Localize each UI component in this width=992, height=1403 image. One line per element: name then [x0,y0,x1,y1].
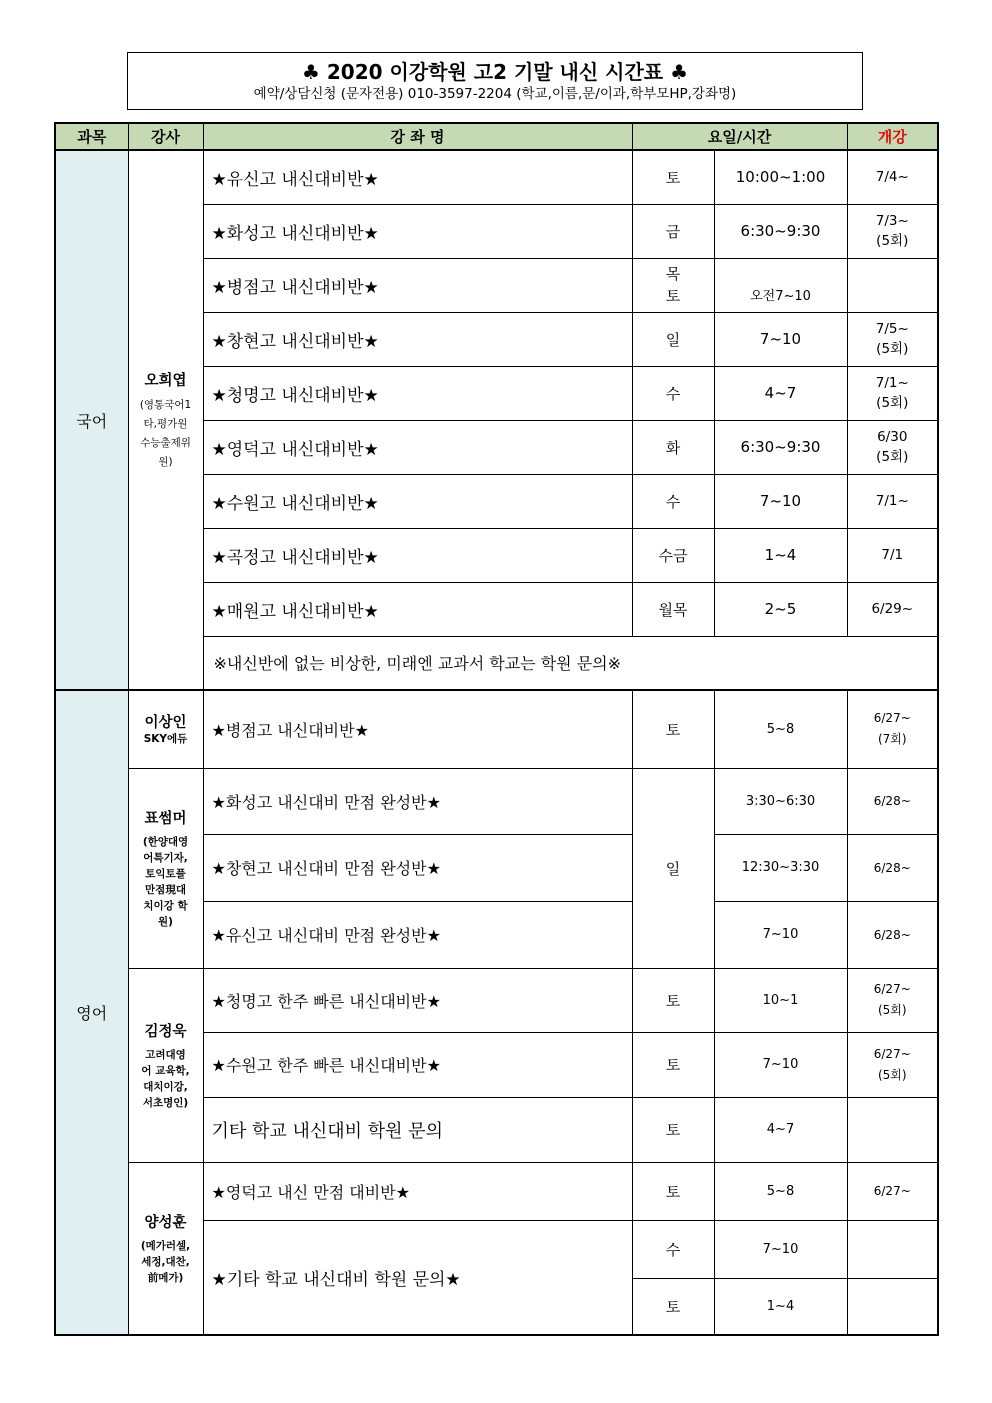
course-name: ★곡정고 내신대비반★ [203,528,632,582]
open-date: 7/3~ (5회) [847,204,938,258]
open-date: 7/1~ (5회) [847,366,938,420]
course-name: ★수원고 내신대비반★ [203,474,632,528]
table-row [55,690,938,768]
course-name: ★청명고 한주 빠른 내신대비반★ [203,968,632,1032]
course-name: ★매원고 내신대비반★ [203,582,632,636]
open-date: 6/27~ (5회) [847,1032,938,1097]
day: 토 [632,150,714,204]
time: 10~1 [714,968,847,1032]
day: 수금 [632,528,714,582]
open-date: 6/27~ [847,1162,938,1220]
course-name: 기타 학교 내신대비 학원 문의 [203,1097,632,1162]
open-date: 7/1 [847,528,938,582]
open-date [847,1097,938,1162]
day: 토 [632,1032,714,1097]
time: 6:30~9:30 [714,204,847,258]
time: 4~7 [714,1097,847,1162]
teacher-desc: 고려대영어 교육학,대치이강,서초명인) [141,1048,190,1109]
time: 12:30~3:30 [714,834,847,901]
time: 7~10 [714,474,847,528]
day: 목 토 [632,258,714,312]
table-row [55,968,938,1032]
col-teacher: 강사 [128,123,203,150]
time: 5~8 [714,690,847,768]
page-subtitle: 예약/상담신청 (문자전용) 010-3597-2204 (학교,이름,문/이과,학부모HP,강좌명) [253,86,737,102]
course-name: ★병점고 내신대비반★ [203,690,632,768]
time: 7~10 [714,1032,847,1097]
course-name: ★병점고 내신대비반★ [203,258,632,312]
title-box [127,52,863,110]
page-title: ♣ 2020 이강학원 고2 기말 내신 시간표 ♣ [301,60,689,84]
time: 7~10 [714,1220,847,1278]
day: 토 [632,1097,714,1162]
day: 토 [632,1278,714,1335]
teacher-cell [128,150,203,690]
day: 수 [632,1220,714,1278]
teacher-desc: (한양대영어특기자,토익토플만점現대치이강 학원) [142,835,189,928]
col-daytime: 요일/시간 [632,123,847,150]
teacher-cell [128,968,203,1162]
subject-korean: 국어 [55,150,128,690]
day: 수 [632,474,714,528]
day: 토 [632,1162,714,1220]
course-name: ★화성고 내신대비 만점 완성반★ [203,768,632,834]
open-date: 7/5~ (5회) [847,312,938,366]
teacher-cell [128,1162,203,1335]
schedule-table [54,122,939,1336]
teacher-cell [128,768,203,968]
time: 1~4 [714,1278,847,1335]
time: 5~8 [714,1162,847,1220]
table-row [55,1162,938,1220]
time: 4~7 [714,366,847,420]
open-date: 6/27~ (5회) [847,968,938,1032]
col-course: 강 좌 명 [203,123,632,150]
open-date-empty [847,1278,938,1335]
day: 월목 [632,582,714,636]
open-date: 6/30 (5회) [847,420,938,474]
teacher-name: 오희엽 [144,372,187,389]
teacher-desc: SKY에듀 [143,733,188,746]
day: 일 [632,768,714,968]
header-row [55,123,938,150]
teacher-desc: (영통국어1타,평가원수능출제위원) [139,398,192,468]
course-name: ★유신고 내신대비 만점 완성반★ [203,901,632,968]
open-date: 6/29~ [847,582,938,636]
open-date: 6/28~ [847,901,938,968]
col-open: 개강 [847,123,938,150]
course-name: ★유신고 내신대비반★ [203,150,632,204]
teacher-name: 이상인 [144,715,187,732]
col-subject: 과목 [55,123,128,150]
day: 화 [632,420,714,474]
open-date-empty [847,1220,938,1278]
time: 6:30~9:30 [714,420,847,474]
teacher-cell [128,690,203,768]
table-row [55,150,938,204]
course-name: ★청명고 내신대비반★ [203,366,632,420]
time: 10:00~1:00 [714,150,847,204]
subject-english: 영어 [55,690,128,1335]
time: 7~10 [714,901,847,968]
open-date: 6/28~ [847,768,938,834]
day: 금 [632,204,714,258]
course-name: ★기타 학교 내신대비 학원 문의★ [203,1220,632,1335]
table-row [55,768,938,834]
course-name: ★영덕고 내신 만점 대비반★ [203,1162,632,1220]
course-name: ★수원고 한주 빠른 내신대비반★ [203,1032,632,1097]
teacher-desc: (메가러셀,세정,대찬,前메가) [140,1239,191,1284]
course-name: ★화성고 내신대비반★ [203,204,632,258]
open-date: 7/4~ [847,150,938,204]
teacher-name: 표썸머 [144,810,187,827]
teacher-name: 김정욱 [144,1023,187,1040]
time: 3:30~6:30 [714,768,847,834]
day: 토 [632,968,714,1032]
time: 1~4 [714,528,847,582]
day: 수 [632,366,714,420]
time: 7~10 [714,312,847,366]
course-name: ★창현고 내신대비반★ [203,312,632,366]
open-date [847,258,938,312]
open-date: 6/27~ (7회) [847,690,938,768]
day: 토 [632,690,714,768]
time: 2~5 [714,582,847,636]
open-date: 6/28~ [847,834,938,901]
time: 오전7~10 [714,258,847,312]
day: 일 [632,312,714,366]
teacher-name: 양성훈 [144,1214,187,1231]
open-date: 7/1~ [847,474,938,528]
course-name: ★영덕고 내신대비반★ [203,420,632,474]
note-text: ※내신반에 없는 비상한, 미래엔 교과서 학교는 학원 문의※ [203,636,938,690]
course-name: ★창현고 내신대비 만점 완성반★ [203,834,632,901]
